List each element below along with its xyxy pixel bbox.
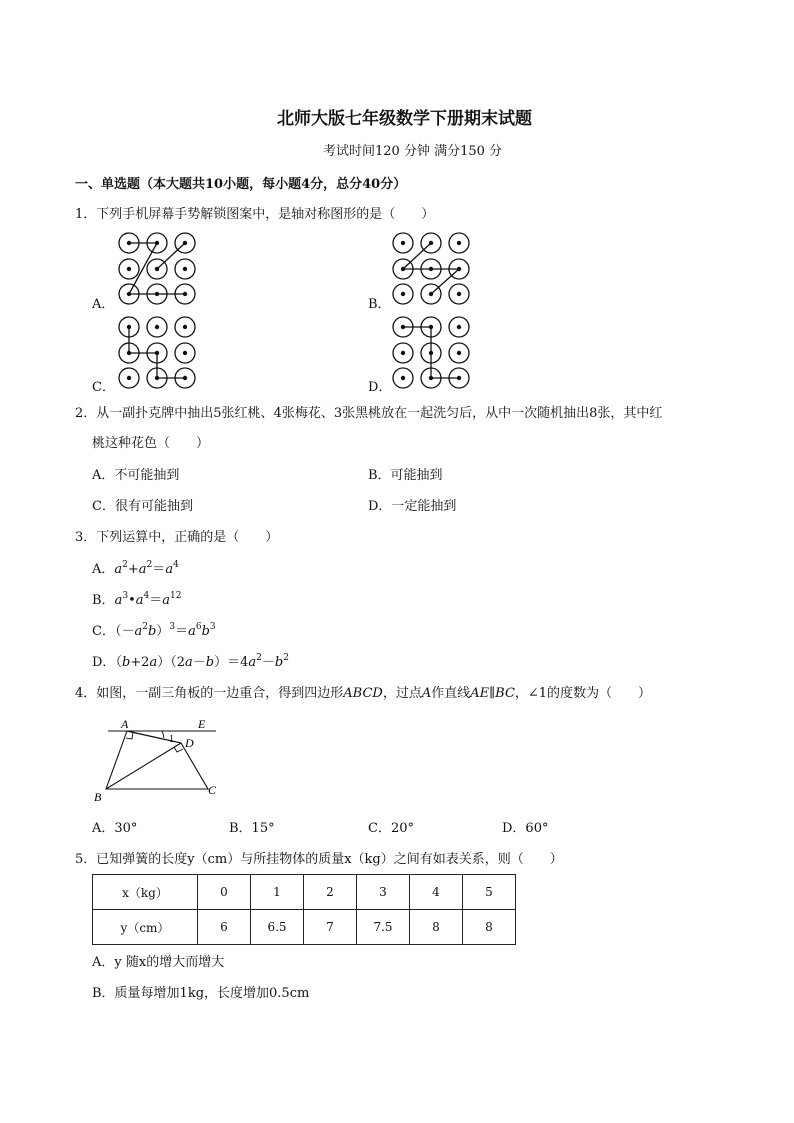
table-cell: 4 bbox=[410, 875, 463, 910]
q4-option-d: D．60° bbox=[502, 821, 549, 836]
exam-info: 考试时间120 分钟 满分150 分 bbox=[323, 144, 503, 159]
table-cell: 8 bbox=[410, 910, 463, 945]
table-cell: 0 bbox=[198, 875, 251, 910]
q4-option-c: C．20° bbox=[368, 821, 414, 836]
q5-option-b: B．质量每增加1kg，长度增加0.5cm bbox=[92, 986, 310, 1001]
table-cell: 7.5 bbox=[357, 910, 410, 945]
table-cell: 5 bbox=[463, 875, 516, 910]
label-angle-1: 1 bbox=[169, 734, 174, 745]
table-cell: 6.5 bbox=[251, 910, 304, 945]
table-cell: 8 bbox=[463, 910, 516, 945]
unlock-pattern-c bbox=[118, 314, 200, 392]
q3-option-d: D．$(b+2a)(2a-b)=4a^2-b^2$ bbox=[92, 653, 289, 670]
q1-label-d: D． bbox=[368, 380, 392, 395]
q3-option-a: A．$a^2+a^2=a^4$ bbox=[92, 560, 179, 577]
label-point-e: E bbox=[198, 717, 206, 731]
table-cell: 7 bbox=[304, 910, 357, 945]
q4-option-a: A．30° bbox=[92, 821, 138, 836]
q1-label-a: A． bbox=[92, 297, 115, 312]
q1-label-c: C． bbox=[92, 380, 115, 395]
table-cell: 3 bbox=[357, 875, 410, 910]
page-title: 北师大版七年级数学下册期末试题 bbox=[277, 109, 532, 129]
label-point-b: B bbox=[94, 790, 102, 804]
q4-triangle-figure bbox=[92, 714, 222, 806]
table-row bbox=[93, 910, 516, 945]
q3-stem: 3．下列运算中，正确的是（ ） bbox=[75, 530, 279, 545]
label-point-c: C bbox=[208, 783, 217, 797]
q2-option-a: A．不可能抽到 bbox=[92, 468, 180, 483]
q2-stem-line1: 2．从一副扑克牌中抽出5张红桃、4张梅花、3张黑桃放在一起洗匀后，从中一次随机抽出8张，其中红 bbox=[75, 406, 663, 421]
section-heading: 一、单选题（本大题共10小题，每小题4分，总分40分） bbox=[75, 177, 407, 192]
q1-stem: 1．下列手机屏幕手势解锁图案中，是轴对称图形的是（ ） bbox=[75, 207, 435, 222]
q5-stem: 5．已知弹簧的长度y（cm）与所挂物体的质量x（kg）之间有如表关系，则（ ） bbox=[75, 852, 563, 867]
table-cell: 1 bbox=[251, 875, 304, 910]
q3-option-c: C．$(-a^2b)^3=a^6b^3$ bbox=[92, 622, 216, 639]
table-header-x: x（kg） bbox=[93, 875, 198, 910]
label-point-d: D bbox=[185, 736, 194, 750]
q2-stem-line2: 桃这种花色（ ） bbox=[92, 436, 210, 451]
table-cell: 6 bbox=[198, 910, 251, 945]
label-point-a: A bbox=[121, 717, 129, 731]
table-header-y: y（cm） bbox=[93, 910, 198, 945]
table-row bbox=[93, 875, 516, 910]
q2-option-d: D．一定能抽到 bbox=[368, 499, 457, 514]
q3-option-b: B．$a^3•a^4=a^{12}$ bbox=[92, 591, 182, 608]
q1-label-b: B． bbox=[368, 297, 391, 312]
q2-option-c: C．很有可能抽到 bbox=[92, 499, 193, 514]
q2-option-b: B．可能抽到 bbox=[368, 468, 443, 483]
q4-stem: 4．如图，一副三角板的一边重合，得到四边形ABCD，过点A作直线AE∥BC，∠1的度数为（ ） bbox=[75, 686, 652, 701]
q5-data-table bbox=[92, 874, 516, 945]
table-cell: 2 bbox=[304, 875, 357, 910]
unlock-pattern-d bbox=[392, 314, 474, 392]
q5-option-a: A．y 随x的增大而增大 bbox=[92, 955, 225, 970]
unlock-pattern-a bbox=[118, 230, 200, 308]
q4-option-b: B．15° bbox=[229, 821, 275, 836]
unlock-pattern-b bbox=[392, 230, 474, 308]
